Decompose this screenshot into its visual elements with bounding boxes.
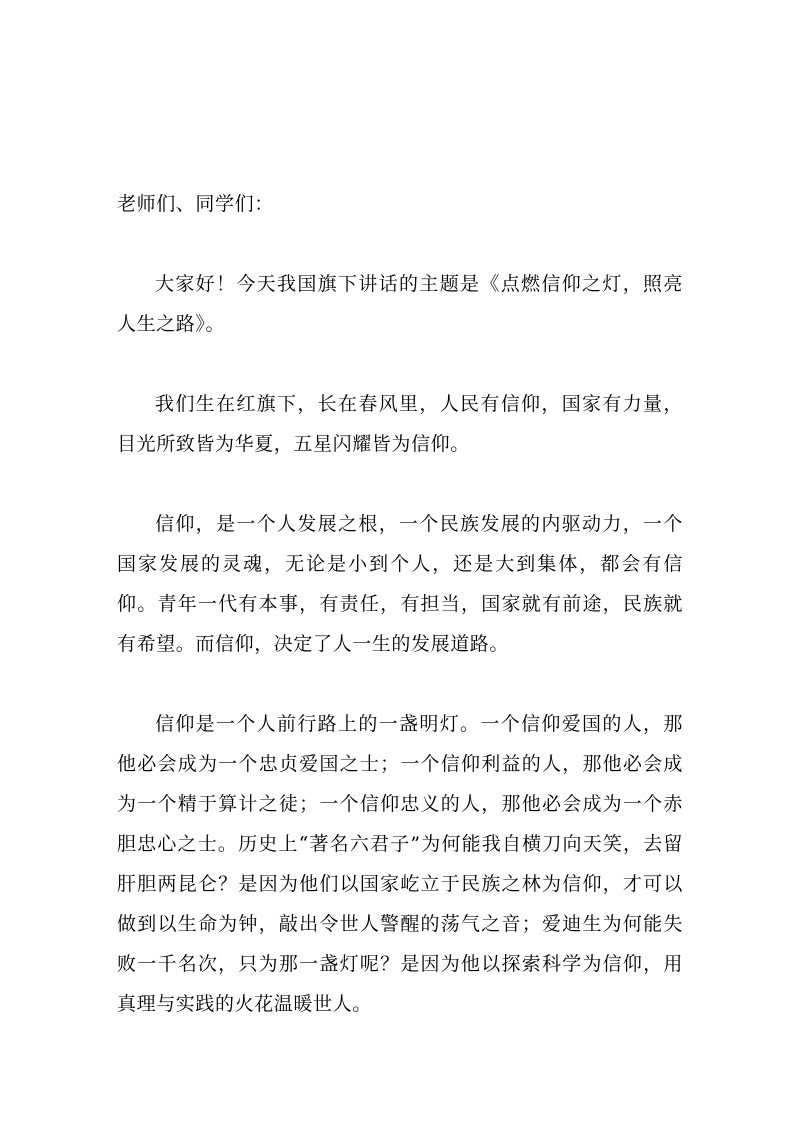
salutation: 老师们、同学们： xyxy=(117,193,274,215)
paragraph-faith-root: 信仰，是一个人发展之根，一个民族发展的内驱动力，一个国家发展的灵魂，无论是小到个人，还是大到集体，都会有信仰。青年一代有本事，有责任，有担当，国家就有前途，民族就有希望。而信仰，决定了人一生的发展道路。 xyxy=(117,513,683,655)
document-body xyxy=(117,184,683,1024)
paragraph-greeting: 大家好！今天我国旗下讲话的主题是《点燃信仰之灯，照亮人生之路》。 xyxy=(117,273,683,335)
paragraph-red-flag: 我们生在红旗下，长在春风里，人民有信仰，国家有力量，目光所致皆为华夏，五星闪耀皆为信仰。 xyxy=(117,393,683,455)
paragraph-faith-lamp: 信仰是一个人前行路上的一盏明灯。一个信仰爱国的人，那他必会成为一个忠贞爱国之士；一个信仰利益的人，那他必会成为一个精于算计之徒；一个信仰忠义的人，那他必会成为一个赤胆忠心之士。历史上“著名六君子”为何能我自横刀向天笑，去留肝胆两昆仑？是因为他们以国家屹立于民族之林为信仰，才可以做到以生命为钟，敲出令世人警醒的荡气之音；爱迪生为何能失败一千名次，只为那一盏灯呢？是因为他以探索科学为信仰，用真理与实践的火花温暖世人。 xyxy=(117,713,683,1015)
